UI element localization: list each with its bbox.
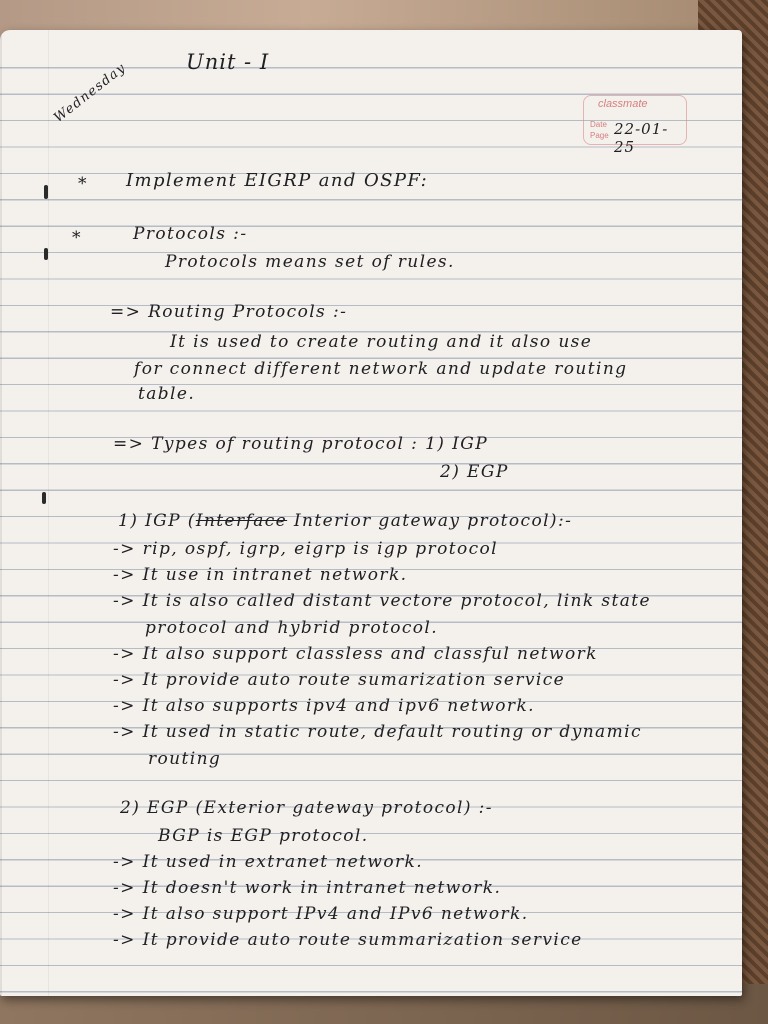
note-line: Protocols :- <box>133 224 248 244</box>
note-line: -> It used in extranet network. <box>113 852 423 872</box>
margin-tick <box>42 492 46 504</box>
note-line: for connect different network and update routing <box>134 359 628 379</box>
note-line: -> It used in static route, default routing or dynamic <box>113 722 642 742</box>
note-line: Implement EIGRP and OSPF: <box>126 170 429 191</box>
margin-tick <box>44 248 48 260</box>
stamp-brand: classmate <box>598 98 648 110</box>
stamp-date-label: Date <box>590 120 607 129</box>
note-line: It is used to create routing and it also use <box>170 332 593 352</box>
notebook-page <box>0 30 742 996</box>
note-line: table. <box>138 384 196 404</box>
date-stamp <box>583 95 687 156</box>
note-line: 2) EGP (Exterior gateway protocol) :- <box>120 798 493 818</box>
note-line: -> It also support classless and classful network <box>113 644 598 664</box>
note-line: => Types of routing protocol : 1) IGP <box>113 434 489 454</box>
note-line-end: Interior gateway protocol):- <box>287 511 573 531</box>
note-line <box>118 513 572 530</box>
note-line: => Routing Protocols :- <box>110 302 348 322</box>
stamp-date-value: 22-01-25 <box>614 120 669 156</box>
struck-word: Interface <box>195 511 288 531</box>
note-line: Protocols means set of rules. <box>165 252 455 272</box>
note-marker: * <box>72 228 82 248</box>
margin-tick <box>44 185 48 199</box>
note-line: -> It is also called distant vectore protocol, link state <box>113 591 651 611</box>
note-marker: * <box>78 174 88 194</box>
note-line: BGP is EGP protocol. <box>158 826 369 846</box>
note-line: protocol and hybrid protocol. <box>145 618 439 638</box>
note-line: -> It doesn't work in intranet network. <box>113 878 502 898</box>
note-line: -> It also supports ipv4 and ipv6 network. <box>113 696 535 716</box>
note-line: 2) EGP <box>440 462 509 482</box>
page-title: Unit - I <box>186 50 270 74</box>
stamp-page-label: Page <box>590 131 609 140</box>
note-line: -> rip, ospf, igrp, eigrp is igp protocol <box>113 539 498 559</box>
note-line: -> It use in intranet network. <box>113 565 408 585</box>
note-line: -> It provide auto route summarization service <box>113 930 583 950</box>
note-line-start: 1) IGP ( <box>118 511 196 531</box>
note-line: -> It also support IPv4 and IPv6 network. <box>113 904 529 924</box>
side-day-label: Wednesday <box>51 60 130 126</box>
note-line: routing <box>148 749 222 769</box>
note-line: -> It provide auto route sumarization service <box>113 670 566 690</box>
